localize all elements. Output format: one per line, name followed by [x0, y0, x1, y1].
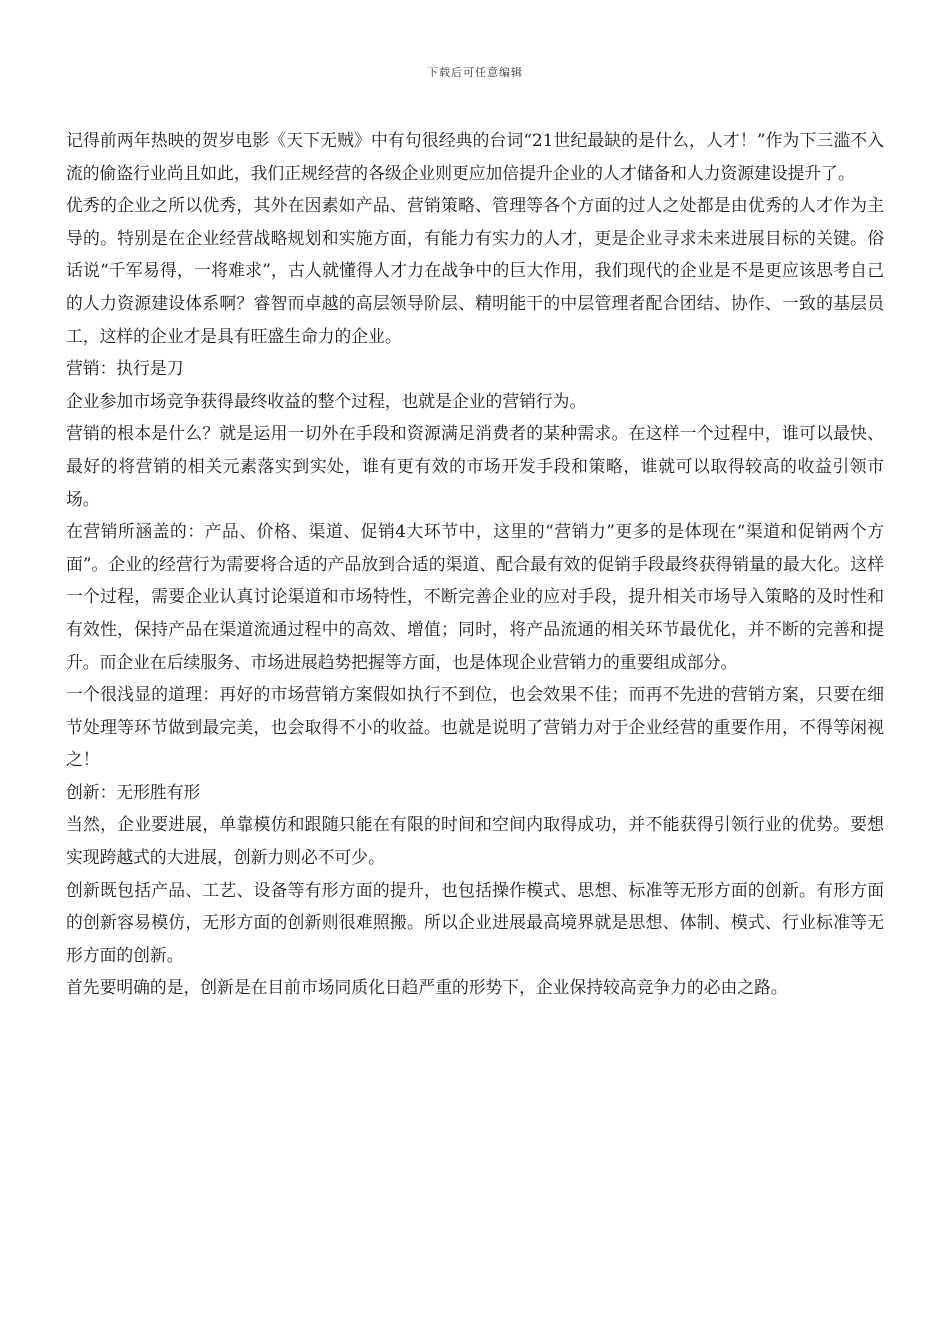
paragraph-marketing-essence: 营销的根本是什么？就是运用一切外在手段和资源满足消费者的某种需求。在这样一个过程中，谁可以最快、最好的将营销的相关元素落实到实处，谁有更有效的市场开发手段和策略，谁就可以取得较高的收益引领市场。 [66, 423, 884, 509]
section-heading-marketing: 营销：执行是刀 [66, 358, 184, 379]
paragraph-innovation-necessity: 当然，企业要进展，单靠模仿和跟随只能在有限的时间和空间内取得成功，并不能获得引领行业的优势。要想实现跨越式的大进展，创新力则必不可少。 [66, 814, 884, 868]
paragraph-marketing-definition: 企业参加市场竞争获得最终收益的整个过程，也就是企业的营销行为。 [66, 390, 587, 411]
paragraph-intro: 记得前两年热映的贺岁电影《天下无贼》中有句很经典的台词“21世纪最缺的是什么，人才！”作为下三滥不入流的偷盗行业尚且如此，我们正规经营的各级企业则更应加倍提升企业的人才储备和人力资源建设提升了。 [66, 130, 884, 183]
section-heading-innovation: 创新：无形胜有形 [66, 781, 201, 802]
page-header-note: 下载后可任意编辑 [427, 66, 523, 79]
paragraph-marketing-execution: 一个很浅显的道理：再好的市场营销方案假如执行不到位，也会效果不佳；而再不先进的营销方案，只要在细节处理等环节做到最完美，也会取得不小的收益。也就是说明了营销力对于企业经营的重要作用，不得等闲视之！ [66, 684, 884, 770]
paragraph-innovation-types: 创新既包括产品、工艺、设备等有形方面的提升，也包括操作模式、思想、标准等无形方面的创新。有形方面的创新容易模仿，无形方面的创新则很难照搬。所以企业进展最高境界就是思想、体制、模式、行业标准等无形方面的创新。 [66, 879, 884, 965]
document-body [66, 124, 884, 1004]
paragraph-talent: 优秀的企业之所以优秀，其外在因素如产品、营销策略、管理等各个方面的过人之处都是由优秀的人才作为主导的。特别是在企业经营战略规划和实施方面，有能力有实力的人才，更是企业寻求未来进展目标的关键。俗话说“千军易得，一将难求”，古人就懂得人才力在战争中的巨大作用，我们现代的企业是不是更应该思考自己的人力资源建设体系啊？睿智而卓越的高层领导阶层、精明能干的中层管理者配合团结、协作、一致的基层员工，这样的企业才是具有旺盛生命力的企业。 [66, 195, 884, 346]
paragraph-marketing-channels: 在营销所涵盖的：产品、价格、渠道、促销4大环节中，这里的“营销力”更多的是体现在“渠道和促销两个方面”。企业的经营行为需要将合适的产品放到合适的渠道、配合最有效的促销手段最终获得销量的最大化。这样一个过程，需要企业认真讨论渠道和市场特性，不断完善企业的应对手段，提升相关市场导入策略的及时性和有效性，保持产品在渠道流通过程中的高效、增值；同时，将产品流通的相关环节最优化，并不断的完善和提升。而企业在后续服务、市场进展趋势把握等方面，也是体现企业营销力的重要组成部分。 [66, 521, 884, 672]
paragraph-innovation-path: 首先要明确的是，创新是在目前市场同质化日趋严重的形势下，企业保持较高竞争力的必由之路。 [66, 977, 788, 998]
